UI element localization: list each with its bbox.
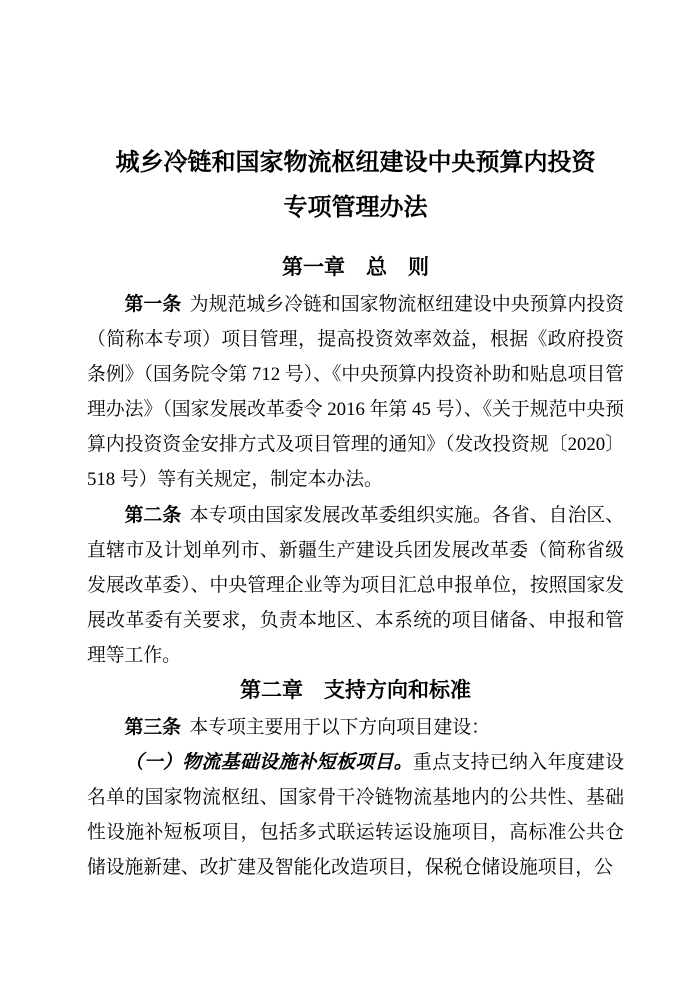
article-3-text: 本专项主要用于以下方向项目建设： — [189, 717, 490, 738]
article-1-text: 为规范城乡冷链和国家物流枢纽建设中央预算内投资（简称本专项）项目管理，提高投资效率效益，根据《政府投资条例》（国务院令第 712 号）、《中央预算内投资补助和贴息项目管理办法》（国家发展改革委令 2016 年第 45 号）、《关于规范中央预算内投资资金安排方式及项目管理的通知》（发改投资规〔2020〕518 号）等有关规定，制定本办法。 — [87, 294, 625, 490]
article-2-label: 第二条 — [124, 504, 182, 525]
document-title-line-2: 专项管理办法 — [283, 195, 428, 221]
article-1-paragraph — [87, 286, 624, 497]
document-title-line-1: 城乡冷链和国家物流枢纽建设中央预算内投资 — [115, 150, 596, 176]
chapter-1-heading: 第一章 总 则 — [282, 256, 429, 279]
list-item-1-lead: （一）物流基础设施补短板项目。 — [124, 752, 413, 773]
article-2-text: 本专项由国家发展改革委组织实施。各省、自治区、直辖市及计划单列市、新疆生产建设兵团发展改革委（简称省级发展改革委）、中央管理企业等为项目汇总申报单位，按照国家发展改革委有关要求，负责本地区、本系统的项目储备、申报和管理等工作。 — [87, 505, 625, 666]
document-title — [87, 141, 624, 231]
list-item-1-text: 重点支持已纳入年度建设名单的国家物流枢纽、国家骨干冷链物流基地内的公共性、基础性设施补短板项目，包括多式联运转运设施项目，高标准公共仓储设施新建、改扩建及智能化改造项目，保税仓储设施项目，公 — [87, 752, 624, 878]
document-content — [87, 0, 624, 885]
article-2-paragraph — [87, 497, 624, 673]
list-item-1-paragraph — [87, 745, 624, 885]
article-1-label: 第一条 — [124, 293, 182, 314]
article-3-label: 第三条 — [124, 716, 181, 737]
article-3-paragraph — [87, 709, 624, 745]
chapter-2-heading: 第二章 支持方向和标准 — [240, 679, 471, 702]
